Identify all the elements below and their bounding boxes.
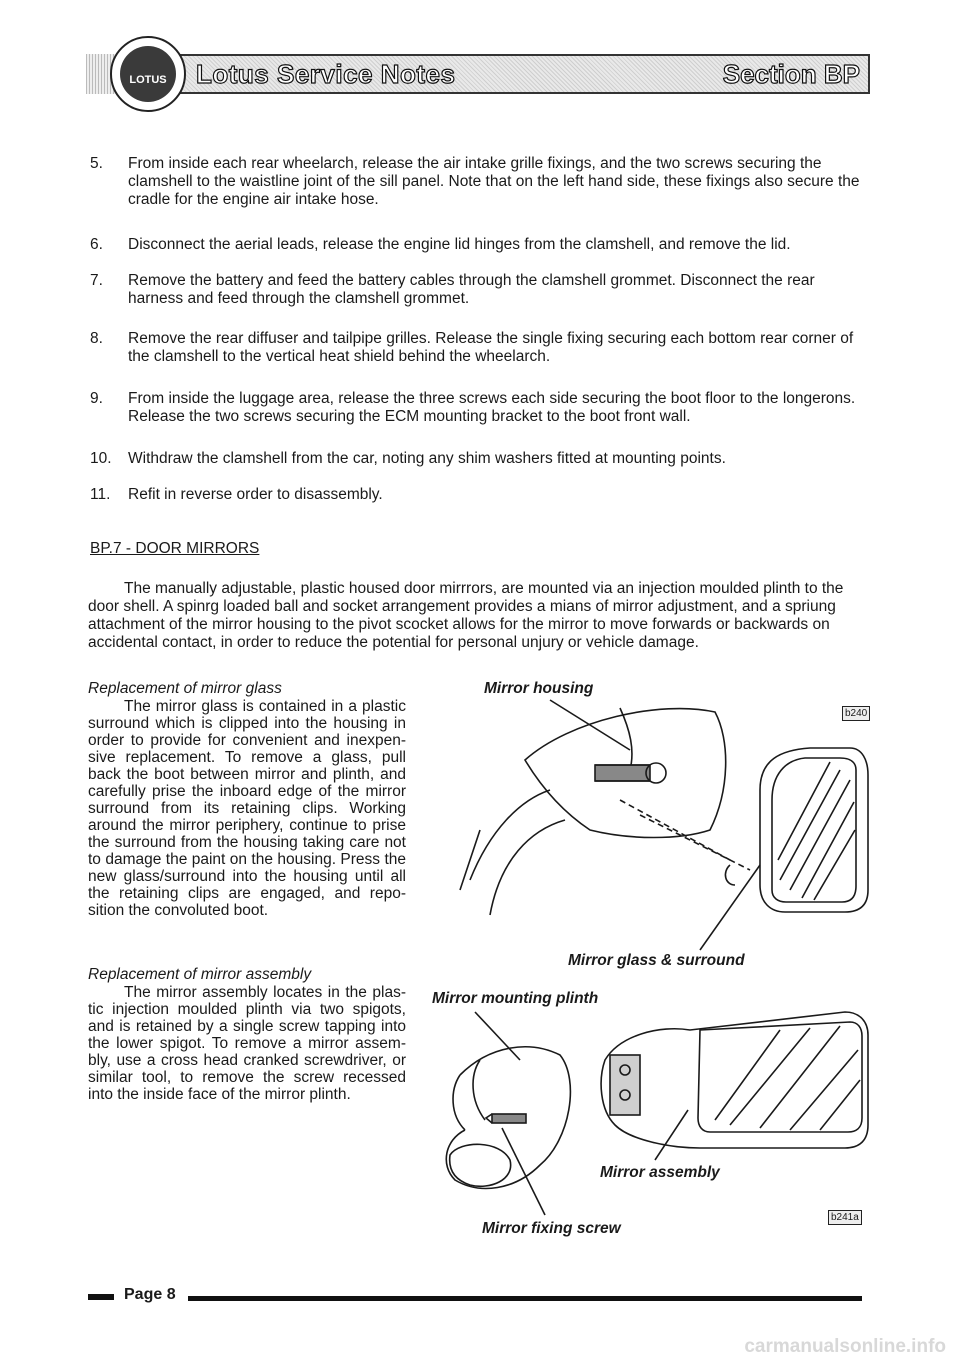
assembly-paragraph: The mirror assembly locates in the plas-tic injection moulded plinth via two spigots, and is retained by a single screw tapping into the lower spigot. To remove a mirror assem-bly, use a cross head cranked screwdriver, or similar tool, to remove the screw recessed into the inside face of the mirror plinth. — [88, 984, 406, 1103]
step-number: 5. — [90, 155, 103, 172]
footer-bar — [88, 1294, 114, 1300]
step-number: 6. — [90, 236, 103, 253]
page-number: Page 8 — [124, 1286, 176, 1303]
glass-paragraph: The mirror glass is contained in a plastic surround which is clipped into the housing in order to provide for convenient and inexpen-sive replacement. To remove a glass, pull back the boot between mirror and plinth, and carefully prise the inboard edge of the mirror surround from its retaining clips. Working around the mirror periphery, continue to prise the surround from the housing taking care not to damage the paint on the housing. Press the new glass/surround into the housing until all the retaining clips are engaged, and repo-sition the convoluted boot. — [88, 698, 406, 919]
step-text: Refit in reverse order to disassembly. — [128, 486, 383, 503]
glass-heading: Replacement of mirror glass — [88, 680, 282, 697]
step-text: Disconnect the aerial leads, release the engine lid hinges from the clamshell, and remove the lid. — [128, 236, 791, 253]
figure-ref-b241a: b241a — [828, 1210, 862, 1225]
step-text: From inside each rear wheelarch, release the air intake grille fixings, and the two screws securing the clamshell to the waistline joint of the sill panel. Note that on the left hand side, these fixings also secure the cradle for the engine air intake hose. — [128, 155, 860, 208]
step-number: 7. — [90, 272, 103, 289]
section-label: Section BP — [722, 59, 860, 89]
step-text: Remove the rear diffuser and tailpipe grilles. Release the single fixing securing each bottom rear corner of the clamshell to the vertical heat shield behind the wheelarch. — [128, 330, 854, 365]
step-text: Remove the battery and feed the battery cables through the clamshell grommet. Disconnect the rear harness and feed through the clamshell grommet. — [128, 272, 815, 307]
step-text: Withdraw the clamshell from the car, noting any shim washers fitted at mounting points. — [128, 450, 726, 467]
page-title: Lotus Service Notes — [196, 59, 456, 89]
mirror-plinth-diagram — [430, 1000, 875, 1220]
step-text: From inside the luggage area, release the three screws each side securing the boot floor to the longerons. Release the two screws securing the ECM mounting bracket to the boot front wall. — [128, 390, 856, 425]
step-number: 9. — [90, 390, 103, 407]
label-fixing-screw: Mirror fixing screw — [482, 1220, 621, 1237]
assembly-heading: Replacement of mirror assembly — [88, 966, 312, 983]
label-mirror-housing: Mirror housing — [484, 680, 594, 697]
label-mirror-assembly: Mirror assembly — [600, 1164, 720, 1181]
footer-rule — [188, 1296, 862, 1301]
watermark: carmanualsonline.info — [744, 1336, 946, 1357]
intro-paragraph: The manually adjustable, plastic housed door mirrrors, are mounted via an injection moulded plinth to the door shell. A spinrg loaded ball and socket arrangement provides a mians of mirror adjustment, and a spriung attachment of the mirror housing to the pivot scocket allows for the mirror to move forwards or backwards on accidental contact, in order to reduce the potential for personal unjury or vehicle damage. — [88, 580, 844, 651]
logo-badge — [120, 46, 176, 102]
mirror-housing-diagram — [430, 690, 875, 960]
figure-ref-b240: b240 — [842, 706, 870, 721]
step-number: 10. — [90, 450, 112, 467]
logo-text: LOTUS — [129, 74, 167, 86]
step-number: 11. — [90, 486, 111, 503]
lotus-logo — [110, 36, 186, 112]
section-heading: BP.7 - DOOR MIRRORS — [90, 540, 260, 557]
step-number: 8. — [90, 330, 103, 347]
label-mounting-plinth: Mirror mounting plinth — [432, 990, 599, 1007]
label-mirror-glass: Mirror glass & surround — [568, 952, 745, 969]
